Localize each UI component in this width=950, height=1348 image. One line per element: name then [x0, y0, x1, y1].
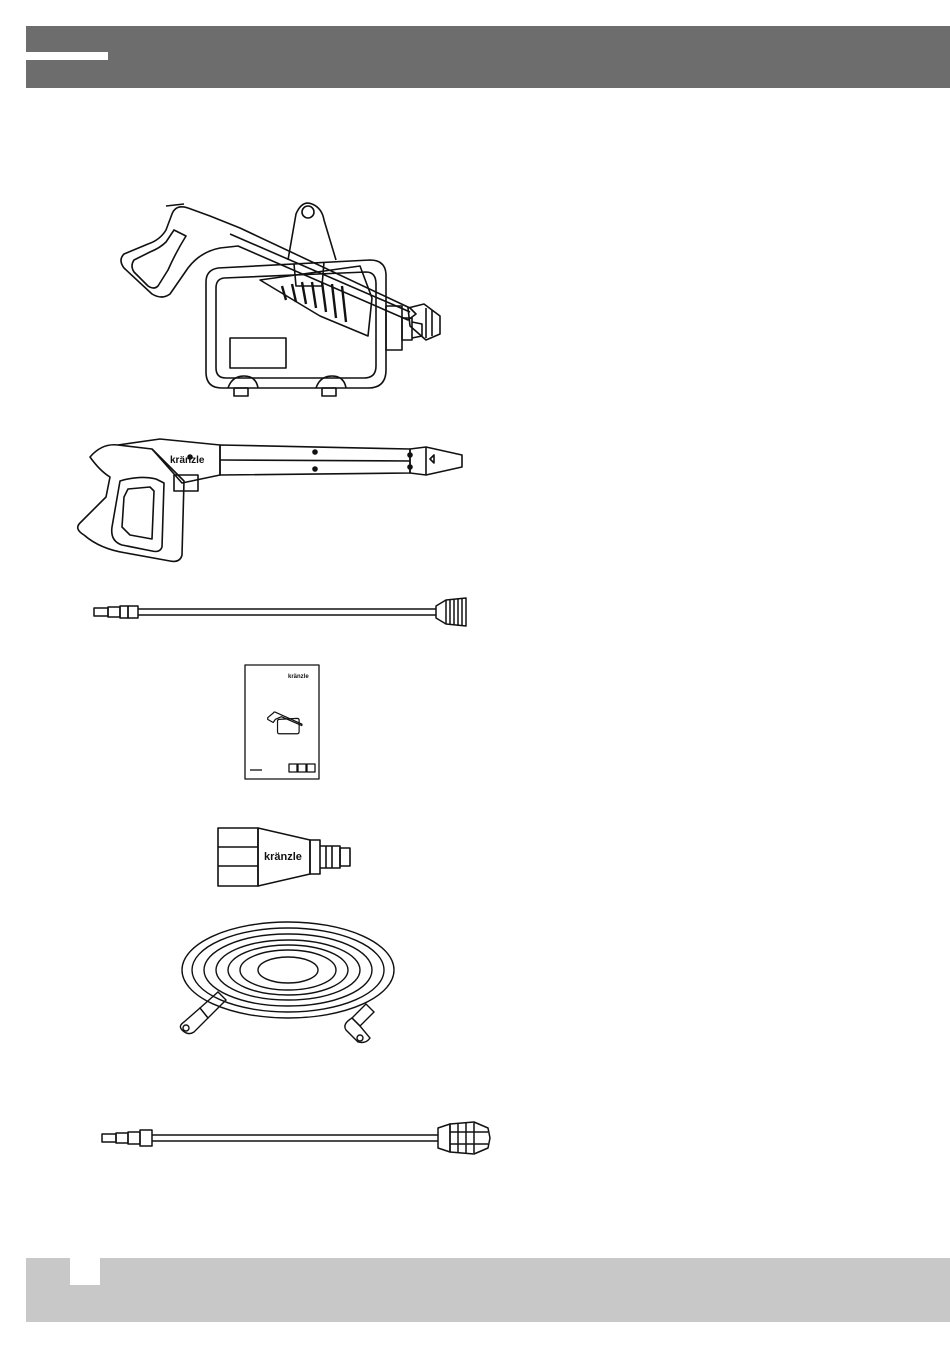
brand-mark-nozzle: kränzle — [264, 851, 302, 863]
lance-icon — [90, 596, 475, 630]
brand-mark-manual: kränzle — [288, 674, 309, 680]
footer-tab — [70, 1258, 100, 1285]
manual-icon — [244, 664, 320, 780]
footer-bar — [26, 1258, 950, 1322]
spray-gun-icon — [70, 435, 470, 570]
hose-icon — [170, 918, 400, 1048]
nozzle-icon — [216, 826, 356, 888]
rotor-lance-icon — [98, 1120, 498, 1158]
header-stripe — [26, 52, 108, 60]
pressure-washer-icon — [110, 190, 450, 410]
header-bar — [26, 26, 950, 88]
brand-mark-gun: kränzle — [170, 455, 205, 466]
